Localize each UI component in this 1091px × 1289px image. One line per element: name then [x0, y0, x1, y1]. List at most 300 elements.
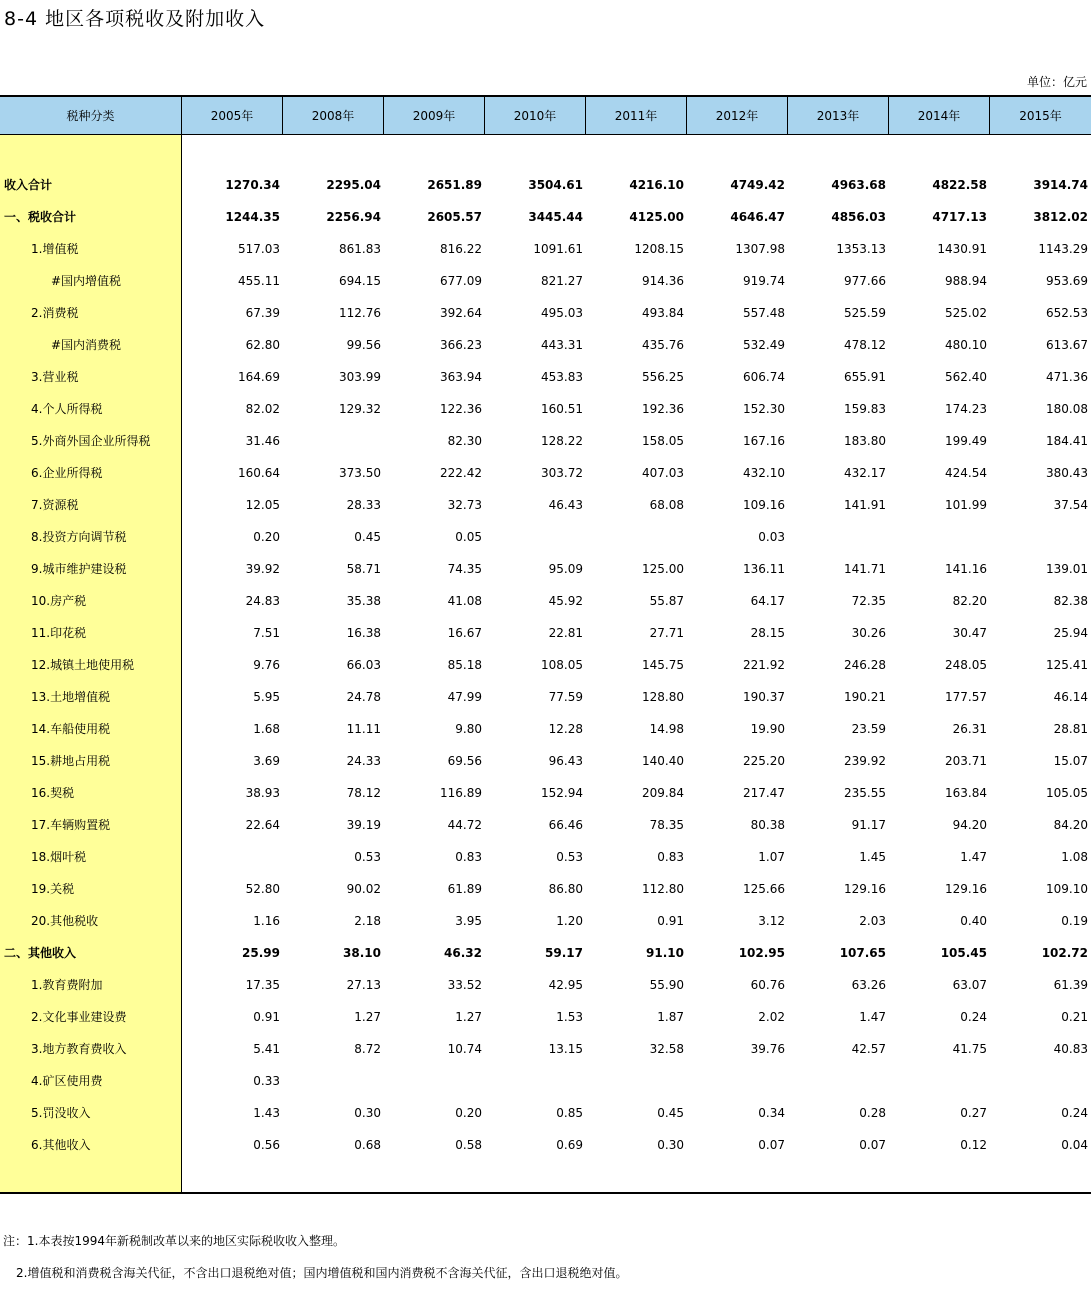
value-cell: [990, 521, 1091, 553]
value-cell: 192.36: [642, 402, 684, 416]
value-cell: 532.49: [743, 338, 785, 352]
value-cell: 380.43: [1046, 466, 1088, 480]
row-label: 1.增值税: [31, 242, 79, 256]
value-cell: 861.83: [339, 242, 381, 256]
value-cell: 58.71: [346, 562, 381, 576]
value-cell: 180.08: [1046, 402, 1088, 416]
value-cell: 3.95: [455, 914, 482, 928]
value-cell: 613.67: [1046, 338, 1088, 352]
value-cell: 63.07: [952, 978, 987, 992]
value-cell: 435.76: [642, 338, 684, 352]
row-label: 15.耕地占用税: [31, 754, 111, 768]
row-label: 11.印花税: [31, 626, 87, 640]
value-cell: 94.20: [952, 818, 987, 832]
value-cell: [283, 425, 384, 457]
value-cell: 562.40: [945, 370, 987, 384]
value-cell: 129.32: [339, 402, 381, 416]
table-row: [0, 489, 1091, 521]
row-label: 18.烟叶税: [31, 850, 87, 864]
value-cell: 225.20: [743, 754, 785, 768]
table-row: [0, 1001, 1091, 1033]
header-year: 2013年: [788, 97, 889, 135]
value-cell: 152.94: [541, 786, 583, 800]
value-cell: 303.99: [339, 370, 381, 384]
value-cell: 235.55: [844, 786, 886, 800]
value-cell: 606.74: [743, 370, 785, 384]
value-cell: 1430.91: [937, 242, 987, 256]
table-row: [0, 1097, 1091, 1129]
value-cell: 24.78: [346, 690, 381, 704]
value-cell: 190.37: [743, 690, 785, 704]
value-cell: 55.87: [649, 594, 684, 608]
value-cell: 694.15: [339, 274, 381, 288]
value-cell: 80.38: [750, 818, 785, 832]
value-cell: 988.94: [945, 274, 987, 288]
table-row: [0, 937, 1091, 969]
value-cell: [283, 1065, 384, 1097]
value-cell: 174.23: [945, 402, 987, 416]
table-row: [0, 521, 1091, 553]
table-row: [0, 1129, 1091, 1161]
row-label: 5.外商外国企业所得税: [31, 434, 151, 448]
note-1: 注：1.本表按1994年新税制改革以来的地区实际税收收入整理。: [3, 1234, 345, 1248]
value-cell: 1.27: [455, 1010, 482, 1024]
table-row: [0, 1065, 1091, 1097]
row-label: 20.其他税收: [31, 914, 99, 928]
value-cell: 74.35: [447, 562, 482, 576]
value-cell: 0.07: [859, 1138, 886, 1152]
value-cell: 373.50: [339, 466, 381, 480]
value-cell: 5.95: [253, 690, 280, 704]
value-cell: 4646.47: [730, 210, 785, 224]
value-cell: 33.52: [447, 978, 482, 992]
value-cell: 39.92: [245, 562, 280, 576]
row-label: #国内增值税: [51, 274, 122, 288]
value-cell: 90.02: [346, 882, 381, 896]
value-cell: 167.16: [743, 434, 785, 448]
value-cell: 99.56: [346, 338, 381, 352]
value-cell: 478.12: [844, 338, 886, 352]
value-cell: 128.22: [541, 434, 583, 448]
header-year: 2008年: [283, 97, 384, 135]
value-cell: 125.41: [1046, 658, 1088, 672]
value-cell: 112.76: [339, 306, 381, 320]
value-cell: 4717.13: [932, 210, 987, 224]
value-cell: 101.99: [945, 498, 987, 512]
value-cell: 39.19: [346, 818, 381, 832]
value-cell: 0.45: [657, 1106, 684, 1120]
value-cell: 471.36: [1046, 370, 1088, 384]
value-cell: 139.01: [1046, 562, 1088, 576]
value-cell: 246.28: [844, 658, 886, 672]
value-cell: 14.98: [649, 722, 684, 736]
value-cell: 303.72: [541, 466, 583, 480]
value-cell: 1.47: [960, 850, 987, 864]
row-label: 收入合计: [4, 178, 53, 192]
value-cell: 1.43: [253, 1106, 280, 1120]
value-cell: 129.16: [945, 882, 987, 896]
value-cell: 1.68: [253, 722, 280, 736]
value-cell: 4963.68: [831, 178, 886, 192]
value-cell: 0.53: [354, 850, 381, 864]
value-cell: 1.08: [1061, 850, 1088, 864]
page-title: 8-4 地区各项税收及附加收入: [4, 8, 266, 30]
value-cell: 109.10: [1046, 882, 1088, 896]
header-year: 2015年: [1019, 109, 1062, 123]
value-cell: 0.91: [657, 914, 684, 928]
table-row: [0, 713, 1091, 745]
value-cell: 821.27: [541, 274, 583, 288]
table-row: [0, 873, 1091, 905]
value-cell: 52.80: [245, 882, 280, 896]
value-cell: 1307.98: [735, 242, 785, 256]
value-cell: 1143.29: [1038, 242, 1088, 256]
table-row: [0, 265, 1091, 297]
value-cell: 1353.13: [836, 242, 886, 256]
table-row: [0, 393, 1091, 425]
value-cell: 163.84: [945, 786, 987, 800]
value-cell: 82.30: [447, 434, 482, 448]
value-cell: 0.83: [455, 850, 482, 864]
value-cell: 12.28: [548, 722, 583, 736]
header-category: 税种分类: [0, 97, 182, 135]
row-label: 13.土地增值税: [31, 690, 111, 704]
value-cell: 0.68: [354, 1138, 381, 1152]
table-row: [0, 617, 1091, 649]
value-cell: 91.10: [646, 946, 684, 960]
value-cell: 183.80: [844, 434, 886, 448]
value-cell: 407.03: [642, 466, 684, 480]
value-cell: 95.09: [548, 562, 583, 576]
value-cell: 0.05: [455, 530, 482, 544]
value-cell: 2256.94: [326, 210, 381, 224]
value-cell: 0.30: [354, 1106, 381, 1120]
value-cell: 1244.35: [225, 210, 280, 224]
value-cell: 102.72: [1041, 946, 1088, 960]
value-cell: 0.58: [455, 1138, 482, 1152]
value-cell: 517.03: [238, 242, 280, 256]
value-cell: 145.75: [642, 658, 684, 672]
value-cell: 108.05: [541, 658, 583, 672]
value-cell: [384, 1065, 485, 1097]
value-cell: 82.02: [245, 402, 280, 416]
value-cell: 61.89: [447, 882, 482, 896]
value-cell: 363.94: [440, 370, 482, 384]
value-cell: 38.10: [343, 946, 381, 960]
value-cell: 60.76: [750, 978, 785, 992]
value-cell: 525.59: [844, 306, 886, 320]
value-cell: 4749.42: [730, 178, 785, 192]
value-cell: 91.17: [851, 818, 886, 832]
value-cell: 8.72: [354, 1042, 381, 1056]
value-cell: 199.49: [945, 434, 987, 448]
value-cell: 159.83: [844, 402, 886, 416]
value-cell: 37.54: [1053, 498, 1088, 512]
header-year: 2014年: [889, 97, 990, 135]
value-cell: 136.11: [743, 562, 785, 576]
value-cell: 30.26: [851, 626, 886, 640]
value-cell: 61.39: [1053, 978, 1088, 992]
table-row: [0, 809, 1091, 841]
value-cell: 63.26: [851, 978, 886, 992]
value-cell: 96.43: [548, 754, 583, 768]
value-cell: 24.33: [346, 754, 381, 768]
value-cell: 46.14: [1053, 690, 1088, 704]
row-label: 9.城市维护建设税: [31, 562, 127, 576]
value-cell: 11.11: [346, 722, 381, 736]
value-cell: 122.36: [440, 402, 482, 416]
note-2: 2.增值税和消费税含海关代征，不含出口退税绝对值；国内增值税和国内消费税不含海关代征，含出口退税绝对值。: [16, 1266, 628, 1280]
table-row: [0, 297, 1091, 329]
value-cell: 5.41: [253, 1042, 280, 1056]
value-cell: 38.93: [245, 786, 280, 800]
value-cell: 68.08: [649, 498, 684, 512]
value-cell: 44.72: [447, 818, 482, 832]
table-row: [0, 585, 1091, 617]
value-cell: 82.20: [952, 594, 987, 608]
value-cell: 47.99: [447, 690, 482, 704]
value-cell: 22.64: [245, 818, 280, 832]
value-cell: 141.71: [844, 562, 886, 576]
table-row: [0, 457, 1091, 489]
value-cell: 10.74: [447, 1042, 482, 1056]
header-year: 2012年: [687, 97, 788, 135]
value-cell: 0.04: [1061, 1138, 1088, 1152]
value-cell: 77.59: [548, 690, 583, 704]
value-cell: 67.39: [245, 306, 280, 320]
value-cell: 366.23: [440, 338, 482, 352]
value-cell: 0.33: [253, 1074, 280, 1088]
table-row: [0, 745, 1091, 777]
value-cell: 3504.61: [528, 178, 583, 192]
value-cell: 160.64: [238, 466, 280, 480]
value-cell: 0.34: [758, 1106, 785, 1120]
value-cell: 31.46: [245, 434, 280, 448]
value-cell: 4125.00: [629, 210, 684, 224]
value-cell: 239.92: [844, 754, 886, 768]
value-cell: 0.27: [960, 1106, 987, 1120]
value-cell: 953.69: [1046, 274, 1088, 288]
value-cell: 0.03: [758, 530, 785, 544]
value-cell: 62.80: [245, 338, 280, 352]
value-cell: 0.53: [556, 850, 583, 864]
value-cell: 2.18: [354, 914, 381, 928]
value-cell: 42.95: [548, 978, 583, 992]
value-cell: 15.07: [1053, 754, 1088, 768]
table-row: [0, 233, 1091, 265]
value-cell: 12.05: [245, 498, 280, 512]
value-cell: 4856.03: [831, 210, 886, 224]
row-label: 16.契税: [31, 786, 75, 800]
value-cell: 4216.10: [629, 178, 684, 192]
value-cell: 0.85: [556, 1106, 583, 1120]
value-cell: 30.47: [952, 626, 987, 640]
row-label: 5.罚没收入: [31, 1106, 91, 1120]
value-cell: 86.80: [548, 882, 583, 896]
value-cell: 141.16: [945, 562, 987, 576]
value-cell: 816.22: [440, 242, 482, 256]
table-row: [0, 169, 1091, 201]
value-cell: 46.32: [444, 946, 482, 960]
value-cell: 160.51: [541, 402, 583, 416]
value-cell: 84.20: [1053, 818, 1088, 832]
value-cell: 13.15: [548, 1042, 583, 1056]
value-cell: 2605.57: [427, 210, 482, 224]
value-cell: 3445.44: [528, 210, 583, 224]
value-cell: 0.30: [657, 1138, 684, 1152]
value-cell: 0.69: [556, 1138, 583, 1152]
value-cell: 4822.58: [932, 178, 987, 192]
value-cell: 1.20: [556, 914, 583, 928]
value-cell: [485, 1065, 586, 1097]
value-cell: 1.47: [859, 1010, 886, 1024]
table-row: [0, 681, 1091, 713]
value-cell: 112.80: [642, 882, 684, 896]
value-cell: 2.02: [758, 1010, 785, 1024]
row-label: 17.车辆购置税: [31, 818, 111, 832]
value-cell: 222.42: [440, 466, 482, 480]
value-cell: 2295.04: [326, 178, 381, 192]
row-label: 一、税收合计: [4, 210, 77, 224]
row-label: 4.矿区使用费: [31, 1074, 103, 1088]
value-cell: 82.38: [1053, 594, 1088, 608]
value-cell: 217.47: [743, 786, 785, 800]
value-cell: [687, 1065, 788, 1097]
value-cell: 16.67: [447, 626, 482, 640]
table-header-row: [0, 95, 1091, 135]
value-cell: 41.75: [952, 1042, 987, 1056]
value-cell: 23.59: [851, 722, 886, 736]
value-cell: [788, 521, 889, 553]
value-cell: 1.07: [758, 850, 785, 864]
value-cell: 525.02: [945, 306, 987, 320]
value-cell: 1091.61: [533, 242, 583, 256]
value-cell: 140.40: [642, 754, 684, 768]
value-cell: [586, 521, 687, 553]
value-cell: 0.07: [758, 1138, 785, 1152]
value-cell: 78.35: [649, 818, 684, 832]
value-cell: 1.87: [657, 1010, 684, 1024]
value-cell: 26.31: [952, 722, 987, 736]
value-cell: 7.51: [253, 626, 280, 640]
row-label: 14.车船使用税: [31, 722, 111, 736]
row-label: 10.房产税: [31, 594, 87, 608]
row-label: 3.地方教育费收入: [31, 1042, 127, 1056]
value-cell: 209.84: [642, 786, 684, 800]
table-row: [0, 649, 1091, 681]
value-cell: [485, 521, 586, 553]
table-row: [0, 329, 1091, 361]
value-cell: 3914.74: [1033, 178, 1088, 192]
value-cell: 35.38: [346, 594, 381, 608]
value-cell: 69.56: [447, 754, 482, 768]
value-cell: 0.24: [960, 1010, 987, 1024]
table-row: [0, 425, 1091, 457]
value-cell: [990, 1065, 1091, 1097]
value-cell: 109.16: [743, 498, 785, 512]
value-cell: 25.99: [242, 946, 280, 960]
value-cell: [889, 521, 990, 553]
value-cell: 22.81: [548, 626, 583, 640]
value-cell: 652.53: [1046, 306, 1088, 320]
value-cell: [586, 1065, 687, 1097]
value-cell: 105.45: [940, 946, 987, 960]
header-year: 2011年: [586, 97, 687, 135]
value-cell: 177.57: [945, 690, 987, 704]
value-cell: 0.28: [859, 1106, 886, 1120]
value-cell: 85.18: [447, 658, 482, 672]
value-cell: 158.05: [642, 434, 684, 448]
value-cell: 0.21: [1061, 1010, 1088, 1024]
row-label: 二、其他收入: [4, 946, 77, 960]
value-cell: 28.81: [1053, 722, 1088, 736]
value-cell: 24.83: [245, 594, 280, 608]
tax-revenue-table: [0, 95, 1091, 1194]
value-cell: 66.46: [548, 818, 583, 832]
row-label: 8.投资方向调节税: [31, 530, 127, 544]
value-cell: 495.03: [541, 306, 583, 320]
value-cell: 1.16: [253, 914, 280, 928]
value-cell: 125.66: [743, 882, 785, 896]
value-cell: 3.69: [253, 754, 280, 768]
value-cell: 0.20: [455, 1106, 482, 1120]
value-cell: 129.16: [844, 882, 886, 896]
value-cell: 655.91: [844, 370, 886, 384]
value-cell: 164.69: [238, 370, 280, 384]
value-cell: 1.53: [556, 1010, 583, 1024]
value-cell: 42.57: [851, 1042, 886, 1056]
value-cell: 41.08: [447, 594, 482, 608]
table-row: [0, 361, 1091, 393]
value-cell: 493.84: [642, 306, 684, 320]
table-row: [0, 777, 1091, 809]
value-cell: 677.09: [440, 274, 482, 288]
value-cell: 0.19: [1061, 914, 1088, 928]
value-cell: 46.43: [548, 498, 583, 512]
row-label: 3.营业税: [31, 370, 79, 384]
value-cell: 116.89: [440, 786, 482, 800]
value-cell: 28.15: [750, 626, 785, 640]
value-cell: 128.80: [642, 690, 684, 704]
value-cell: 556.25: [642, 370, 684, 384]
row-label: #国内消费税: [51, 338, 122, 352]
value-cell: 55.90: [649, 978, 684, 992]
unit-label: 单位：亿元: [1026, 75, 1087, 89]
row-label: 4.个人所得税: [31, 402, 103, 416]
value-cell: 27.13: [346, 978, 381, 992]
table-row: [0, 201, 1091, 233]
value-cell: 107.65: [839, 946, 886, 960]
row-label: 6.其他收入: [31, 1138, 91, 1152]
value-cell: 203.71: [945, 754, 987, 768]
value-cell: 0.91: [253, 1010, 280, 1024]
table-row: [0, 1033, 1091, 1065]
value-cell: 17.35: [245, 978, 280, 992]
row-label: 2.消费税: [31, 306, 79, 320]
value-cell: 0.40: [960, 914, 987, 928]
value-cell: 59.17: [545, 946, 583, 960]
value-cell: 248.05: [945, 658, 987, 672]
value-cell: 105.05: [1046, 786, 1088, 800]
value-cell: 25.94: [1053, 626, 1088, 640]
header-year: 2009年: [384, 97, 485, 135]
value-cell: 0.83: [657, 850, 684, 864]
value-cell: 9.76: [253, 658, 280, 672]
value-cell: 0.12: [960, 1138, 987, 1152]
table-row: [0, 969, 1091, 1001]
value-cell: [788, 1065, 889, 1097]
value-cell: 1208.15: [634, 242, 684, 256]
